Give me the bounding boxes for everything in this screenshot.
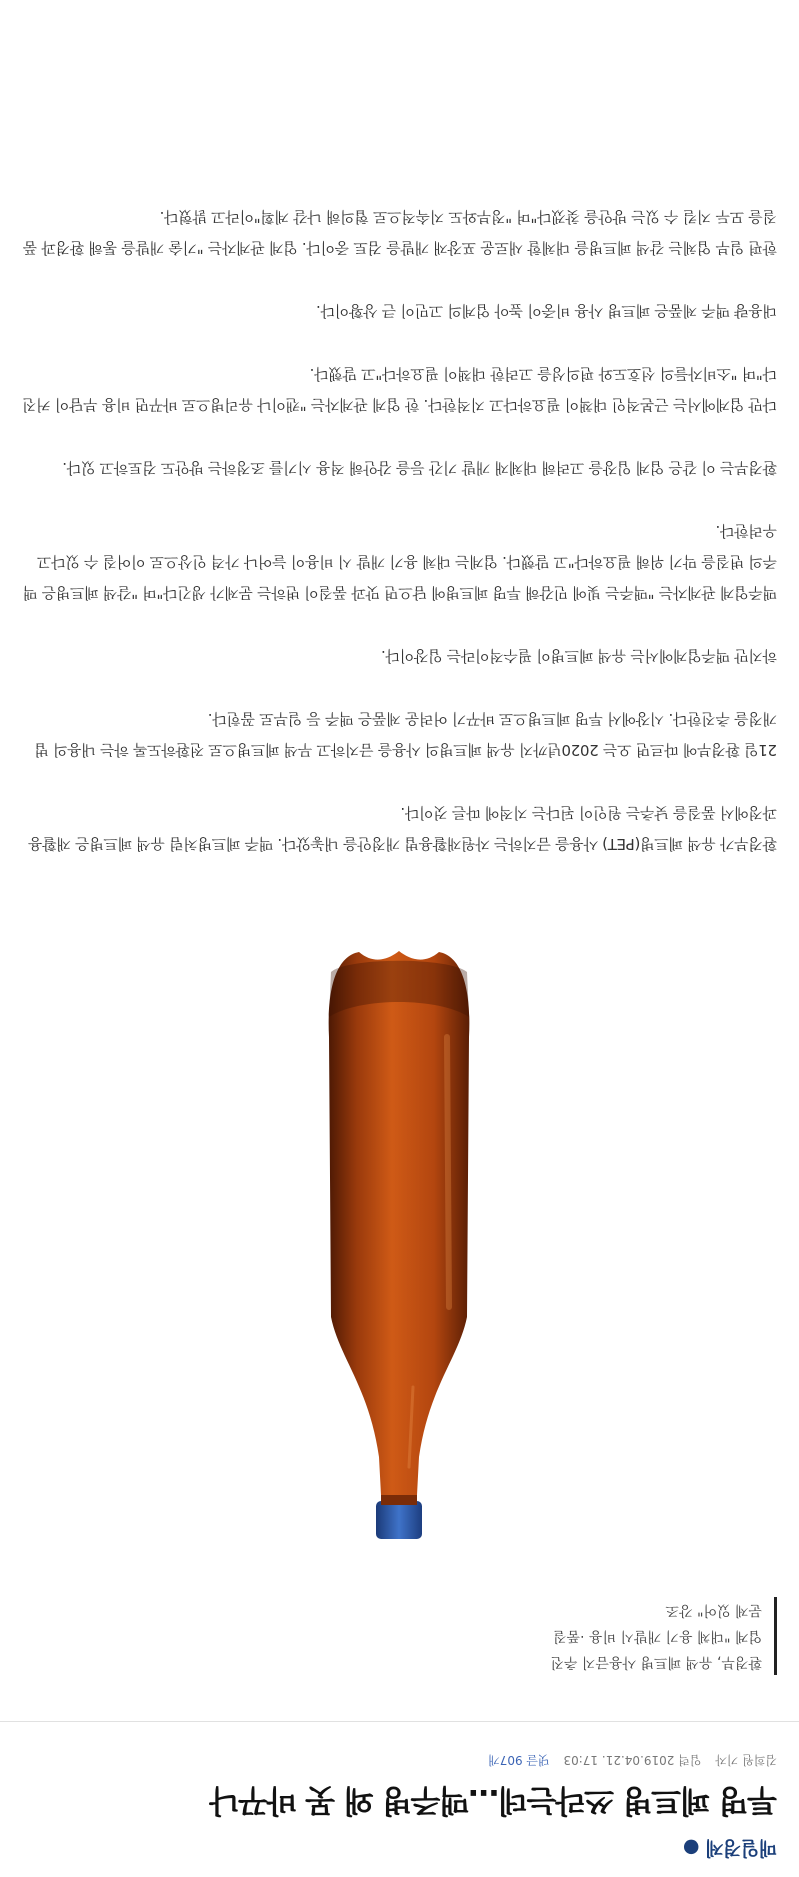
published-time: 입력 2019.04.21. 17:03 — [563, 1753, 702, 1767]
article-paragraph: 한편 일부 업체는 갈색 페트병을 대체할 새로운 포장재 개발을 검토 중이다. 업계 관계자는 "기술 개발을 통해 환경과 품질을 모두 지킬 수 있는 방안을 찾겠다"며 "정부와도 지속적으로 협의해 나갈 계획"이라고 밝혔다. — [23, 208, 777, 257]
caption-line: 환경부, 유색 페트병 사용금지 추진 — [550, 1654, 762, 1670]
comments-link[interactable]: 댓글 907개 — [488, 1753, 550, 1767]
caption-line: 업계 "대체 용기 개발시 비용 ·품질 — [553, 1628, 762, 1644]
brown-pet-bottle-image — [290, 937, 510, 1557]
photo-caption — [22, 1597, 777, 1675]
byline: 김희원 기자 — [715, 1753, 777, 1767]
bottle-cap — [377, 1501, 423, 1539]
article-meta — [22, 1751, 777, 1769]
article-paragraph: 맥주업계 관계자는 "맥주는 빛에 민감해 투명 페트병에 담으면 맛과 품질이 변하는 문제가 생긴다"며 "갈색 페트병은 맥주의 변질을 막기 위해 필요하다"고 말했다. 업계는 대체 용기 개발 시 비용이 늘어나 가격 인상으로 이어질 수 있다고 우려한다. — [23, 522, 777, 602]
article-body — [0, 201, 799, 1675]
article-header — [0, 1721, 799, 1877]
caption-line: 문제 있어" 강조 — [665, 1602, 762, 1618]
article-paragraph: 대용량 맥주 제품은 페트병 사용 비중이 높아 업계의 고민이 큰 상황이다. — [316, 302, 777, 320]
article-paragraph: 환경부가 유색 페트병(PET) 사용을 금지하는 자원재활용법 개정안을 내놓았다. 맥주 페트병처럼 유색 페트병은 재활용 과정에서 품질을 낮추는 원인이 된다는 지적에 따른 것이다. — [28, 804, 777, 853]
article-paragraph: 21일 환경부에 따르면 오는 2020년까지 유색 페트병의 사용을 금지하고 무색 페트병으로 전환하도록 하는 내용의 법 개정을 추진한다. 시장에서 투명 페트병으로 바꾸기 어려운 제품은 맥주 등 일부로 꼽힌다. — [34, 710, 777, 759]
publisher-logo[interactable]: 매일경제 ● — [683, 1837, 777, 1859]
article-paragraph: 환경부는 이 같은 업계 입장을 고려해 대체재 개발 기간 등을 감안해 적용 시기를 조정하는 방안도 검토하고 있다. — [62, 459, 777, 477]
article-paragraph: 다만 업계에서는 근본적인 대책이 필요하다고 지적한다. 한 업계 관계자는 "캔이나 유리병으로 바꾸면 비용 부담이 커진다"며 "소비자들의 선호도와 편의성을 고려한 대책이 필요하다"고 말했다. — [22, 365, 777, 414]
article-headline: 투명 페트병 쓰라는데…맥주병 왜 못 바꾸나 — [210, 1782, 777, 1818]
article-paragraph: 하지만 맥주업계에서는 유색 페트병이 필수적이라는 입장이다. — [381, 647, 777, 665]
beer-bottle-photo — [22, 917, 777, 1557]
